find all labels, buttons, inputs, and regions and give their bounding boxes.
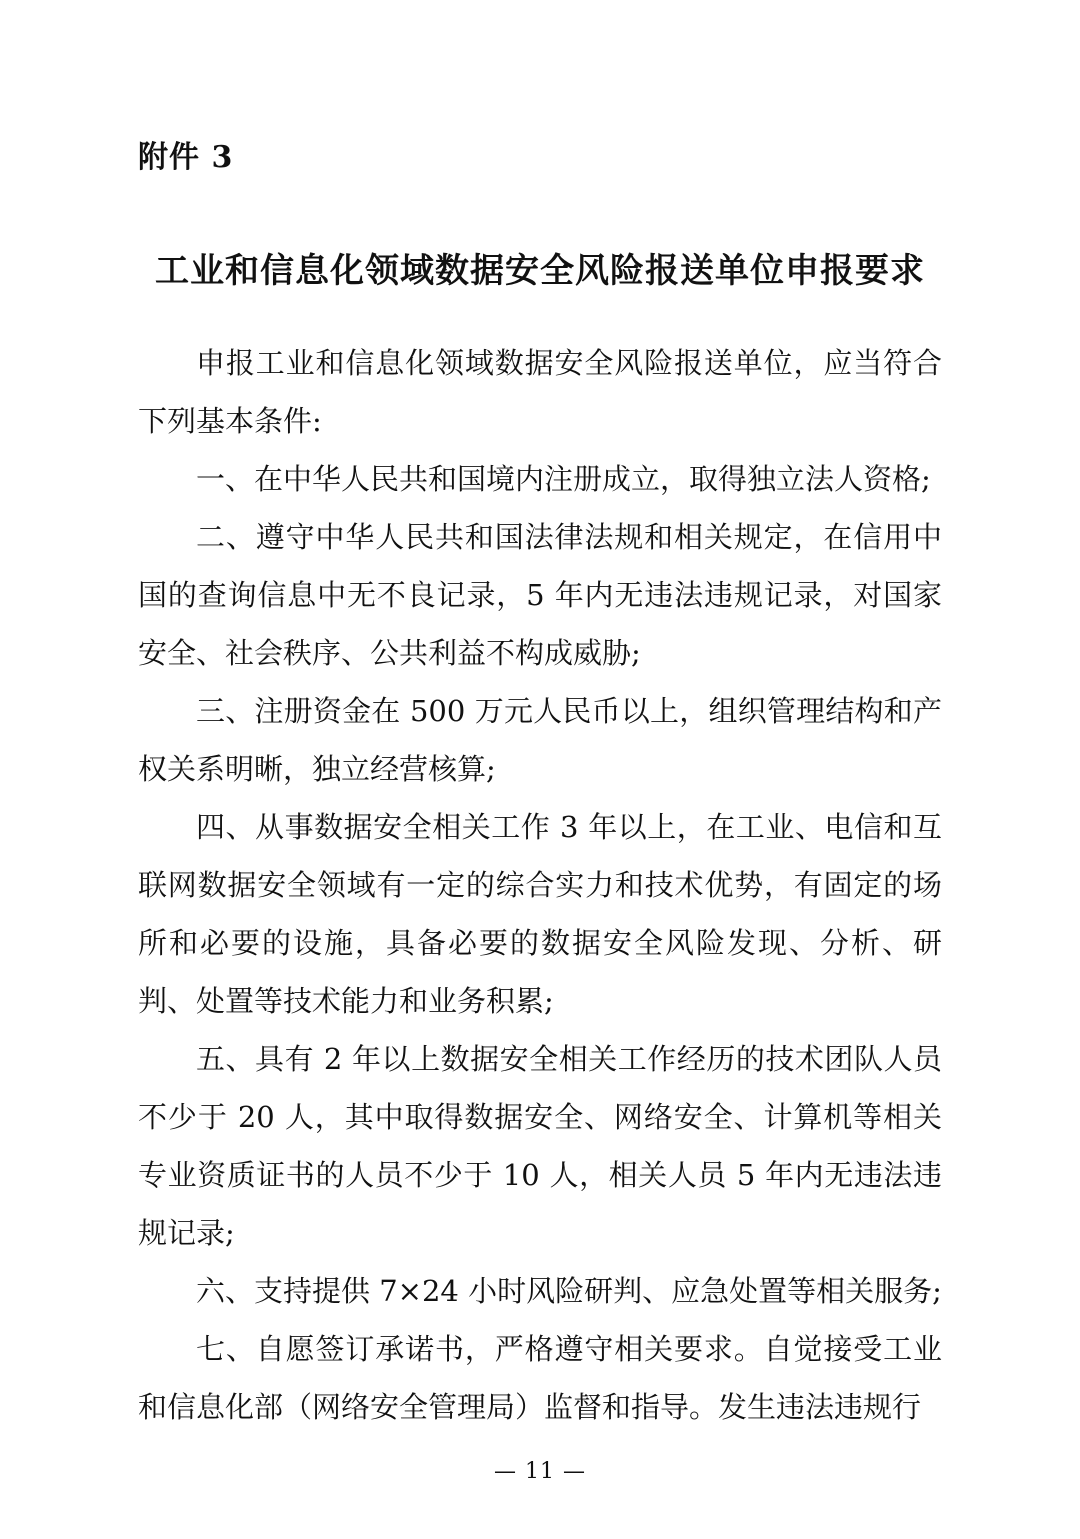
document-title: 工业和信息化领域数据安全风险报送单位申报要求 [155,251,925,291]
paragraph-condition-2: 二、遵守中华人民共和国法律法规和相关规定，在信用中国的查询信息中无不良记录，5 年内无违法违规记录，对国家安全、社会秩序、公共利益不构成威胁; [138,520,942,670]
paragraph-condition-3: 三、注册资金在 500 万元人民币以上，组织管理结构和产权关系明晰，独立经营核算; [138,694,942,786]
paragraph-condition-4: 四、从事数据安全相关工作 3 年以上，在工业、电信和互联网数据安全领域有一定的综合实力和技术优势，有固定的场所和必要的设施，具备必要的数据安全风险发现、分析、研判、处置等技术能力和业务积累; [138,810,942,1018]
paragraph-condition-6: 六、支持提供 7×24 小时风险研判、应急处置等相关服务; [196,1274,942,1308]
page-number: — 11 — [494,1459,586,1484]
attachment-label: 附件 3 [138,140,234,175]
paragraph-condition-1: 一、在中华人民共和国境内注册成立，取得独立法人资格; [196,462,931,496]
paragraph-intro: 申报工业和信息化领域数据安全风险报送单位，应当符合下列基本条件: [138,346,942,438]
paragraph-condition-5: 五、具有 2 年以上数据安全相关工作经历的技术团队人员不少于 20 人，其中取得数据安全、网络安全、计算机等相关专业资质证书的人员不少于 10 人，相关人员 5 年内无违法违规记录; [138,1042,942,1250]
document-body [138,334,942,1436]
paragraph-condition-7: 七、自愿签订承诺书，严格遵守相关要求。自觉接受工业和信息化部（网络安全管理局）监督和指导。发生违法违规行 [138,1332,942,1424]
